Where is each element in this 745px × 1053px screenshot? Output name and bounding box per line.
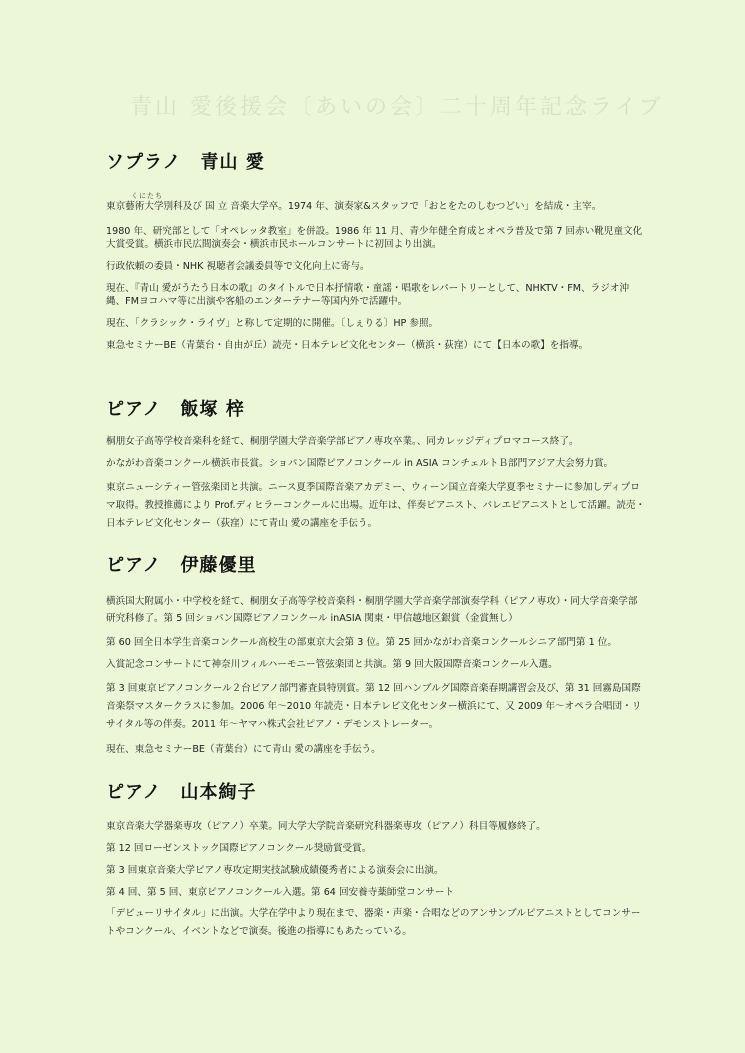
bio-paragraph: 1980 年、研究部として「オペレッタ教室」を併設。1986 年 11 月、青少年健全育成とオペラ普及で第 7 回赤い靴児童文化大賞受賞。横浜市民広間演奏会・横浜市民ホールコンサートに初回より出演。 [106,226,643,250]
performer-section-aoyama [106,148,646,361]
bio-paragraph: 第 60 回全日本学生音楽コンクール高校生の部東京大会第 3 位。第 25 回かながわ音楽コンクールシニア部門第 1 位。 [106,637,617,648]
performer-name: ピアノ 飯塚 梓 [106,399,245,420]
bleed-through-title: 青山 愛後援会〔あいの会〕二十周年記念ライブ [130,95,664,120]
bio-paragraph: 現在、『青山 愛がうたう日本の歌』のタイトルで日本抒情歌・童謡・唱歌をレパートリーとして、NHKTV・FM、ラジオ沖縄、FMヨコハマ等に出演や客船のエンターテナー等国内外で活躍中。 [106,283,630,307]
performer-section-ito [106,551,646,765]
bio-paragraph: 現在、「クラシック・ライヴ」と称して定期的に開催。〔しぇりる〕HP 参照。 [106,318,439,329]
performer-section-iizuka [106,395,646,542]
performer-name: ピアノ 伊藤優里 [106,555,257,576]
bio-paragraph: 「デビューリサイタル」に出演。大学在学中より現在まで、器楽・声楽・合唱などのアンサンブルピアニストとしてコンサートやコンクール、イベントなどで演奏。後進の指導にもあたっている。 [106,908,641,937]
furigana-kunitachi: くにたち [131,192,163,200]
bio-paragraph: 東京藝術大学別科及び 国 立 音楽大学卒。1974 年、演奏家&スタッフで「おとをたのしむつどい」を結成・主宰。 [106,201,602,212]
bio-paragraph: 行政依頼の委員・NHK 視聴者会議委員等で文化向上に寄与。 [106,261,370,272]
bio-paragraph: 横浜国大附属小・中学校を経て、桐朋女子高等学校音楽科・桐朋学園大学音楽学部演奏学科（ピアノ専攻）・同大学音楽学部研究科修了。第 5 回ショパン国際ピアノコンクール inASIA 関東・甲信越地区銀賞（金賞無し） [106,596,638,624]
bio-paragraph: 桐朋女子高等学校音楽科を経て、桐朋学園大学音楽学部ピアノ専攻卒業。、同カレッジディプロマコース終了。 [106,436,579,447]
bio-paragraph: 第 4 回、第 5 回、東京ピアノコンクール入選。第 64 回安養寺薬師堂コンサート [106,887,455,898]
bio-paragraph: 現在、東急セミナーBE（青葉台）にて青山 愛の講座を手伝う。 [106,744,381,755]
performer-section-yamamoto [106,778,646,950]
bio-paragraph: 入賞記念コンサートにて神奈川フィルハーモニー管弦楽団と共演。第 9 回大阪国際音楽コンクール入選。 [106,659,558,670]
performer-name: ソプラノ 青山 愛 [106,152,265,173]
bio-paragraph: 東急セミナーBE（青葉台・自由が丘）読売・日本テレビ文化センター（横浜・荻窪）にて【日本の歌】を指導。 [106,340,589,351]
bio-paragraph: 第 3 回東京音楽大学ピアノ専攻定期実技試験成績優秀者による演奏会に出演。 [106,865,444,876]
bio-paragraph: 東京ニューシティー管弦楽団と共演。ニース夏季国際音楽アカデミー、ウィーン国立音楽大学夏季セミナーに参加しディプロマ取得。教授推薦により Prof.ディヒラーコンクールに出場。近年は、伴奏ピアニスト、バレエピアニストとして活躍。読売・日本テレビ文化センター（荻窪）にて青山 愛の講座を手伝う。 [106,482,646,529]
performer-name: ピアノ 山本絢子 [106,782,257,803]
bio-paragraph: 東京音楽大学器楽専攻（ピアノ）卒業。同大学大学院音楽研究科器楽専攻（ピアノ）科目等履修終了。 [106,821,546,832]
bio-paragraph: 第 3 回東京ピアノコンクール２台ピアノ部門審査員特別賞。第 12 回ハンブルグ国際音楽春期講習会及び、第 31 回霧島国際音楽祭マスタークラスに参加。2006 年〜2010 年読売・日本テレビ文化センター横浜にて、又 2009 年〜オペラ合唱団・リサイタル等の伴奏。2011 年〜ヤマハ株式会社ピアノ・デモンストレーター。 [106,683,642,730]
bio-paragraph: 第 12 回ローゼンストック国際ピアノコンクール奨励賞受賞。 [106,843,372,854]
bio-paragraph: かながわ音楽コンクール横浜市長賞。ショパン国際ピアノコンクール in ASIA コンチェルトＢ部門アジア大会努力賞。 [106,458,614,469]
